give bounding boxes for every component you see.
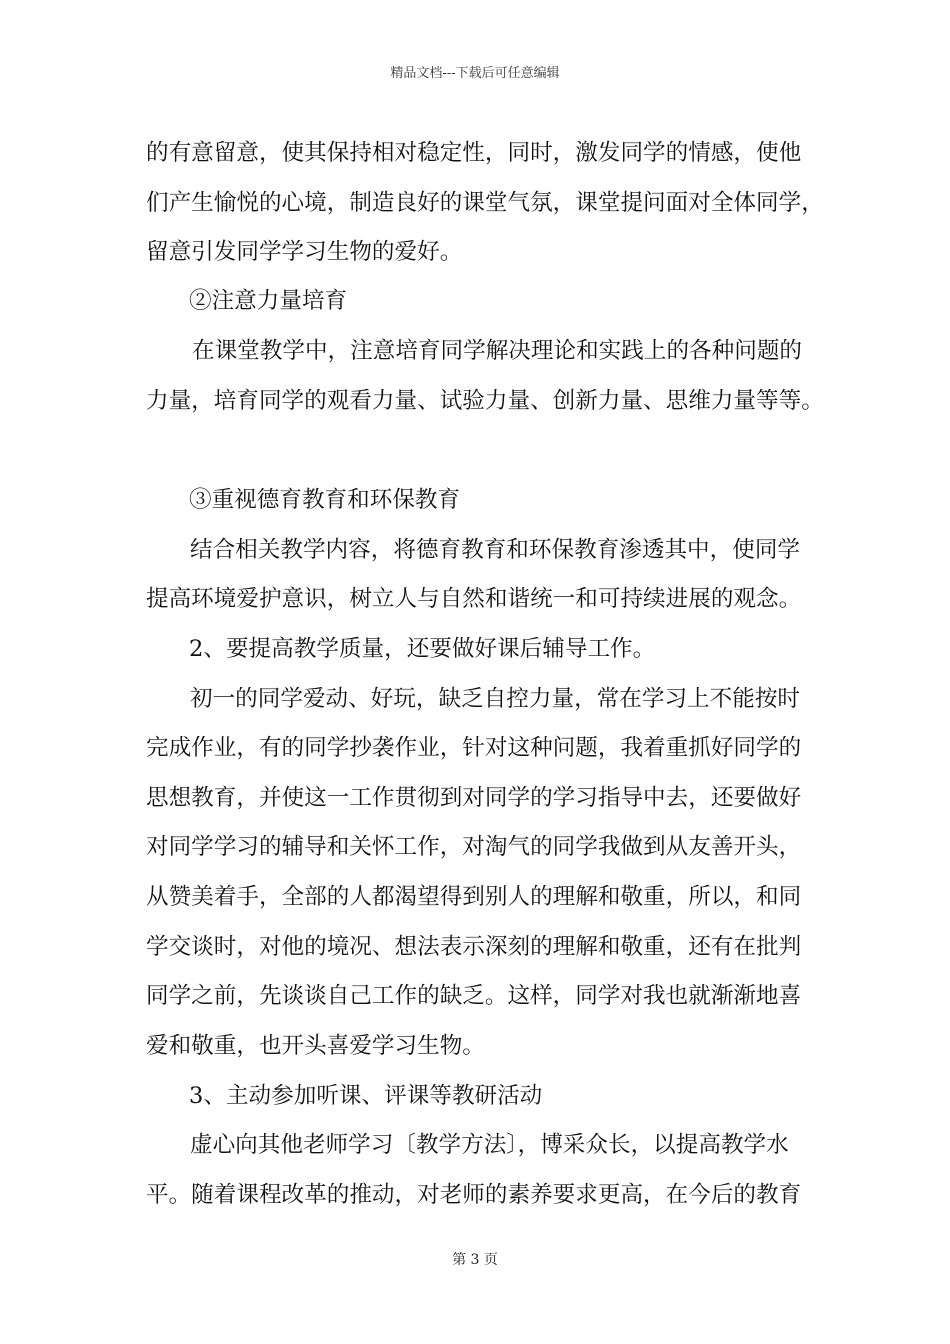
section-heading: ②注意力量培育	[189, 288, 348, 314]
text-line: 们产生愉悦的心境，制造良好的课堂气氛，课堂提问面对全体同学，	[146, 190, 824, 216]
text-line: 爱和敬重，也开头喜爱学习生物。	[146, 1033, 485, 1059]
text-line: 的有意留意，使其保持相对稳定性，同时，激发同学的情感，使他	[146, 140, 802, 166]
section-heading: 2、要提高教学质量，还要做好课后辅导工作。	[189, 636, 656, 662]
text-line: 虚心向其他老师学习〔教学方法〕，博采众长，以提高教学水	[190, 1132, 789, 1158]
text-line: 初一的同学爱动、好玩，缺乏自控力量，常在学习上不能按时	[190, 686, 801, 712]
page-number: 第 3 页	[452, 1252, 498, 1268]
page-header: 精品文档---下载后可任意编辑	[390, 66, 560, 81]
text-line: 力量，培育同学的观看力量、试验力量、创新力量、思维力量等等。	[146, 388, 824, 414]
text-line: 同学之前，先谈谈自己工作的缺乏。这样，同学对我也就渐渐地喜	[146, 983, 802, 1009]
text-line: 结合相关教学内容，将德育教育和环保教育渗透其中，使同学	[190, 537, 801, 563]
text-line: 留意引发同学学习生物的爱好。	[146, 239, 463, 265]
text-line: 思想教育，并使这一工作贯彻到对同学的学习指导中去，还要做好	[146, 785, 802, 811]
text-line: 对同学学习的辅导和关怀工作，对淘气的同学我做到从友善开头，	[146, 834, 802, 860]
text-line: 平。随着课程改革的推动，对老师的素养要求更高，在今后的教育	[146, 1182, 802, 1208]
text-line: 完成作业，有的同学抄袭作业，针对这种问题，我着重抓好同学的	[146, 735, 802, 761]
text-line: 提高环境爱护意识，树立人与自然和谐统一和可持续进展的观念。	[146, 586, 802, 612]
text-line: 学交谈时，对他的境况、想法表示深刻的理解和敬重，还有在批判	[146, 934, 802, 960]
section-heading: ③重视德育教育和环保教育	[189, 487, 461, 513]
section-heading: 3、主动参加听课、评课等教研活动	[189, 1083, 543, 1109]
text-line: 从赞美着手，全部的人都渴望得到别人的理解和敬重，所以，和同	[146, 884, 802, 910]
text-line: 在课堂教学中，注意培育同学解决理论和实践上的各种问题的	[192, 338, 803, 364]
